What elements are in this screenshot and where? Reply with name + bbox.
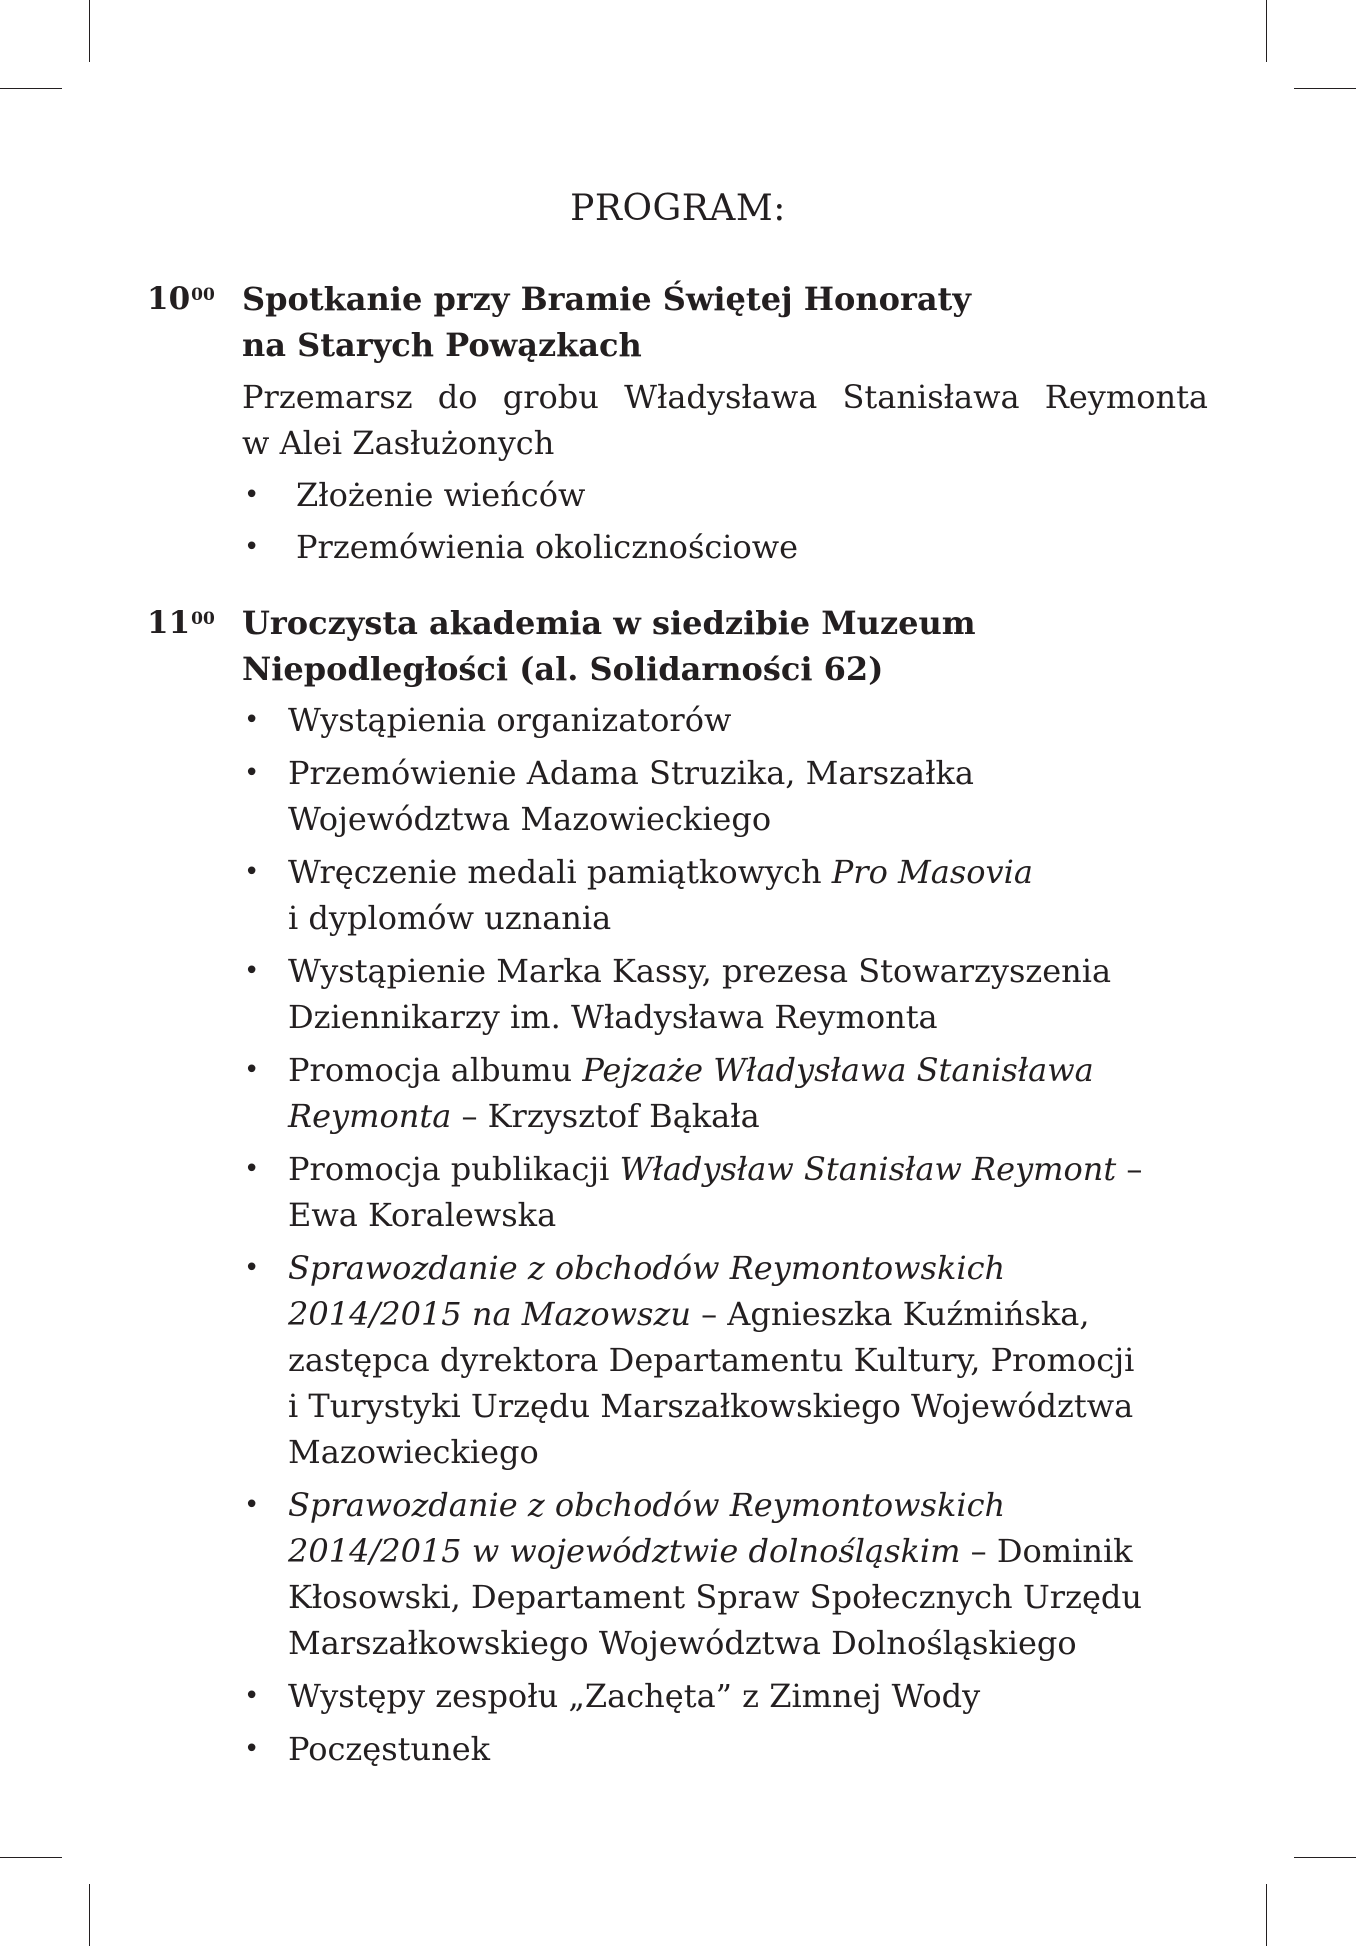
list-item-line xyxy=(288,796,1248,842)
list-item-line xyxy=(288,994,1248,1040)
plain-text: Marszałkowskiego Województwa Dolnośląskiego xyxy=(288,1624,1077,1662)
crop-mark-top-right xyxy=(1266,0,1267,62)
plain-text: Mazowieckiego xyxy=(288,1433,539,1471)
list-item-line xyxy=(288,849,1248,895)
list-item-line xyxy=(288,1093,1248,1139)
section-intro xyxy=(242,374,1208,466)
plain-text: Wręczenie medali pamiątkowych xyxy=(288,853,832,891)
crop-mark-top-right xyxy=(1294,88,1356,89)
list-item-text xyxy=(288,1673,1248,1719)
crop-mark-top-left xyxy=(0,88,62,89)
section-time: $11^{00}$ xyxy=(147,605,215,641)
plain-text: Wystąpienie Marka Kassy, prezesa Stowarzyszenia xyxy=(288,952,1112,990)
bullet-icon: • xyxy=(244,1490,260,1520)
list-item-line xyxy=(288,1383,1248,1429)
bullet-icon: • xyxy=(244,705,260,735)
italic-title: 2014/2015 na Mazowszu xyxy=(288,1295,691,1333)
plain-text: i Turystyki Urzędu Marszałkowskiego Województwa xyxy=(288,1387,1134,1425)
section-time: $10^{00}$ xyxy=(147,281,215,317)
plain-text: Kłosowski, Departament Spraw Społecznych Urzędu xyxy=(288,1578,1142,1616)
plain-text: zastępca dyrektora Departamentu Kultury, Promocji xyxy=(288,1341,1135,1379)
plain-text: Występy zespołu „Zachęta” z Zimnej Wody xyxy=(288,1677,981,1715)
italic-title: Władysław Stanisław Reymont xyxy=(619,1150,1117,1188)
list-item-line xyxy=(288,1146,1248,1192)
plain-text: i dyplomów uznania xyxy=(288,899,612,937)
crop-mark-bottom-left xyxy=(0,1857,62,1858)
list-item-text xyxy=(288,750,1248,842)
section-heading xyxy=(242,600,1242,692)
bullet-icon: • xyxy=(244,956,260,986)
list-item-line xyxy=(288,750,1248,796)
plain-text: – xyxy=(1116,1150,1143,1188)
list-item-line xyxy=(288,1673,1248,1719)
list-item-text xyxy=(288,697,1248,743)
intro-line: Przemarsz do grobu Władysława Stanisława Reymonta xyxy=(242,378,1208,416)
plain-text: Ewa Koralewska xyxy=(288,1196,557,1234)
bullet-icon: • xyxy=(244,532,260,562)
list-item-text xyxy=(288,1245,1248,1475)
crop-mark-bottom-right xyxy=(1266,1884,1267,1946)
list-item-line xyxy=(288,1620,1248,1666)
heading-line: Spotkanie przy Bramie Świętej Honoraty xyxy=(242,280,971,318)
bullet-icon: • xyxy=(244,857,260,887)
list-item-line xyxy=(288,1528,1248,1574)
plain-text: Promocja publikacji xyxy=(288,1150,620,1188)
bullet-icon: • xyxy=(244,480,260,510)
list-item-line xyxy=(288,1429,1248,1475)
list-item-text xyxy=(288,1047,1248,1139)
list-item-line xyxy=(288,895,1248,941)
plain-text: Promocja albumu xyxy=(288,1051,583,1089)
list-item-line xyxy=(288,948,1248,994)
list-item-line xyxy=(288,1337,1248,1383)
heading-line: na Starych Powązkach xyxy=(242,326,642,364)
list-item-line xyxy=(288,1574,1248,1620)
section-heading xyxy=(242,276,1242,368)
italic-title: Sprawozdanie z obchodów Reymontowskich xyxy=(288,1249,1006,1287)
list-item-text: Przemówienia okolicznościowe xyxy=(296,528,799,566)
bullet-icon: • xyxy=(244,758,260,788)
list-item-line xyxy=(288,1047,1248,1093)
italic-title: Pejzaże Władysława Stanisława xyxy=(582,1051,1094,1089)
list-item-text xyxy=(288,1146,1248,1238)
heading-line: Uroczysta akademia w siedzibie Muzeum xyxy=(242,604,976,642)
heading-line: Niepodległości (al. Solidarności 62) xyxy=(242,650,884,688)
list-item-text xyxy=(288,1726,1248,1772)
plain-text: Przemówienie Adama Struzika, Marszałka xyxy=(288,754,974,792)
plain-text: – Krzysztof Bąkała xyxy=(451,1097,760,1135)
italic-title: Sprawozdanie z obchodów Reymontowskich xyxy=(288,1486,1006,1524)
plain-text: Wystąpienia organizatorów xyxy=(288,701,732,739)
list-item-line xyxy=(288,1245,1248,1291)
list-item-line xyxy=(288,1726,1248,1772)
bullet-icon: • xyxy=(244,1734,260,1764)
list-item-line xyxy=(288,697,1248,743)
list-item-text: Złożenie wieńców xyxy=(296,476,586,514)
plain-text: – Agnieszka Kuźmińska, xyxy=(690,1295,1090,1333)
bullet-icon: • xyxy=(244,1681,260,1711)
list-item-line xyxy=(288,1192,1248,1238)
bullet-icon: • xyxy=(244,1253,260,1283)
list-item-line xyxy=(288,1291,1248,1337)
intro-line: w Alei Zasłużonych xyxy=(242,424,555,462)
bullet-icon: • xyxy=(244,1154,260,1184)
italic-title: Reymonta xyxy=(288,1097,452,1135)
italic-title: 2014/2015 w województwie dolnośląskim xyxy=(288,1532,961,1570)
crop-mark-bottom-left xyxy=(89,1884,90,1946)
plain-text: – Dominik xyxy=(960,1532,1133,1570)
plain-text: Dziennikarzy im. Władysława Reymonta xyxy=(288,998,938,1036)
plain-text: Województwa Mazowieckiego xyxy=(288,800,772,838)
list-item-text xyxy=(288,1482,1248,1666)
italic-title: Pro Masovia xyxy=(831,853,1033,891)
bullet-icon: • xyxy=(244,1055,260,1085)
crop-mark-bottom-right xyxy=(1294,1857,1356,1858)
list-item-line xyxy=(288,1482,1248,1528)
list-item-text xyxy=(288,849,1248,941)
page-title: PROGRAM: xyxy=(570,188,786,229)
list-item-text xyxy=(288,948,1248,1040)
crop-mark-top-left xyxy=(89,0,90,62)
plain-text: Poczęstunek xyxy=(288,1730,491,1768)
